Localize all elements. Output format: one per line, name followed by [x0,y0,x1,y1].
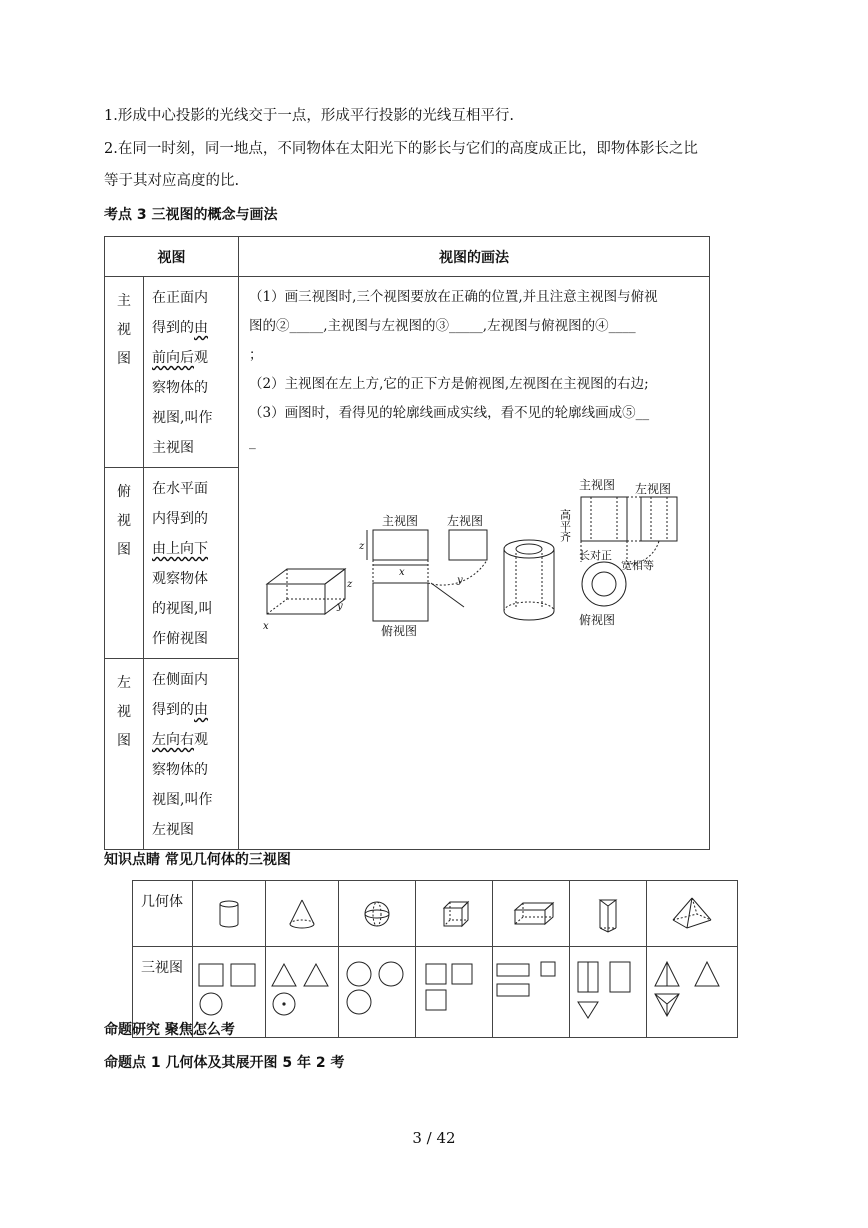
views-cube [416,947,493,1038]
svg-text:x: x [399,567,405,578]
solid-sphere [339,881,416,947]
svg-text:宽相等: 宽相等 [621,559,654,572]
views-prism [570,947,647,1038]
solid-label: 几何体 [133,881,193,947]
paragraph-1: 1.形成中心投影的光线交于一点，形成平行投影的光线互相平行. [104,108,514,124]
views-label: 三视图 [133,947,193,1038]
label-top-2: 俯视图 [579,613,616,627]
header-view: 视图 [105,237,239,277]
paragraph-2: 2.在同一时刻，同一地点，不同物体在太阳光下的影长与它们的高度成正比，即物体影长之比 [104,141,698,157]
solid-cube [416,881,493,947]
label-left: 左视图 [447,514,484,528]
solid-cuboid [493,881,570,947]
svg-text:长对正: 长对正 [579,549,612,562]
svg-text:高平齐: 高平齐 [558,509,572,542]
top-view-desc: 在水平面 内得到的 由上向下 观察物体 的视图,叫 作俯视图 [144,468,239,659]
svg-text:y: y [457,575,463,586]
views-cuboid [493,947,570,1038]
svg-text:x: x [263,621,269,632]
label-front-2: 主视图 [579,478,616,492]
views-pyramid [647,947,738,1038]
solid-cylinder [193,881,266,947]
three-view-table [104,236,710,850]
point1-title: 命题点 1 几何体及其展开图 5 年 2 考 [104,1055,345,1071]
front-view-desc: 在正面内 得到的由 前向后观 察物体的 视图,叫作 主视图 [144,277,239,468]
section-title: 考点 3 三视图的概念与画法 [104,207,278,223]
page-number: 3 / 42 [412,1129,456,1147]
front-view-name: 主 视 图 [105,277,144,468]
paragraph-2-cont: 等于其对应高度的比. [104,173,240,189]
left-view-name: 左 视 图 [105,659,144,850]
three-view-diagram [249,459,699,659]
method-cell: （1）画三视图时,三个视图要放在正确的位置,并且注意主视图与俯视 图的②_____,主视图与左视图的③_____,左视图与俯视图的④____ ； （2）主视图在左上方,它的正下方是俯视图,左视图在主视图的右边; （3）画图时，看得见的轮廓线画成实线，看不见的轮廓线画成⑤__ _ x y z 主视图 左视图 俯视图 z x y 主视图 左视图 长对正 宽相等 俯视图 高平齐 [239,277,710,850]
header-method: 视图的画法 [239,237,710,277]
views-cone [266,947,339,1038]
label-front: 主视图 [382,514,419,528]
solid-pyramid [647,881,738,947]
solids-table [132,880,738,1038]
top-view-name: 俯 视 图 [105,468,144,659]
label-left-2: 左视图 [635,482,672,496]
svg-text:z: z [359,541,365,552]
solid-cone [266,881,339,947]
svg-text:z: z [347,579,353,590]
left-view-desc: 在侧面内 得到的由 左向右观 察物体的 视图,叫作 左视图 [144,659,239,850]
solid-prism [570,881,647,947]
svg-text:y: y [337,601,343,612]
knowledge-title: 知识点睛 常见几何体的三视图 [104,852,291,868]
research-title: 命题研究 聚焦怎么考 [104,1022,235,1038]
views-sphere [339,947,416,1038]
label-top: 俯视图 [381,624,418,638]
